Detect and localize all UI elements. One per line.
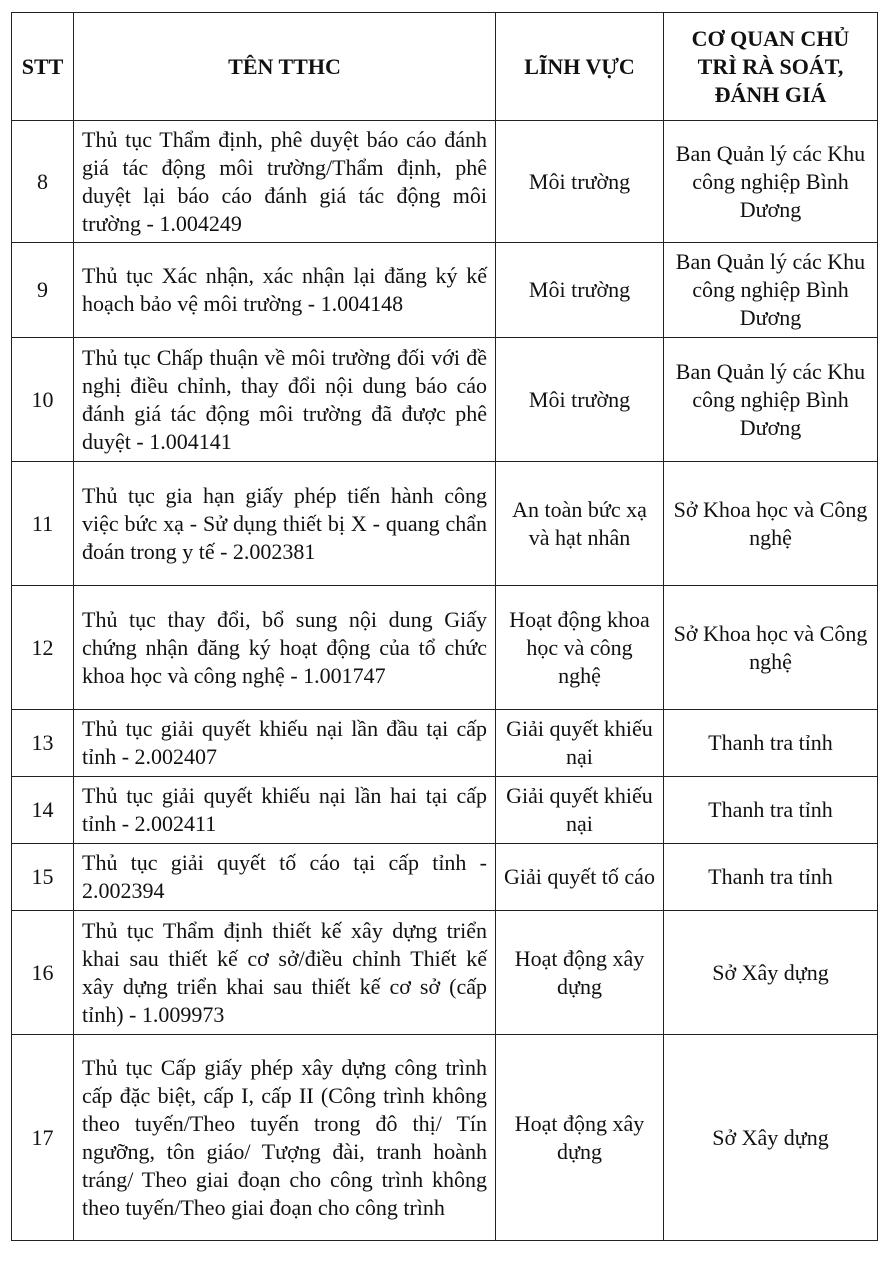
row-stt: 16 <box>12 911 74 1035</box>
row-stt: 14 <box>12 777 74 844</box>
header-agency-line-2: TRÌ RÀ SOÁT, <box>697 53 844 79</box>
row-stt: 11 <box>12 462 74 586</box>
procedures-table <box>11 12 878 1241</box>
header-field: LĨNH VỰC <box>496 13 664 121</box>
table-row <box>12 911 878 1035</box>
row-agency: Sở Xây dựng <box>664 911 878 1035</box>
row-field: Môi trường <box>496 243 664 338</box>
row-procedure-name: Thủ tục Xác nhận, xác nhận lại đăng ký kế hoạch bảo vệ môi trường - 1.004148 <box>74 243 496 338</box>
row-stt: 10 <box>12 338 74 462</box>
row-field: Môi trường <box>496 338 664 462</box>
row-stt: 13 <box>12 710 74 777</box>
row-field: Môi trường <box>496 121 664 243</box>
row-stt: 15 <box>12 844 74 911</box>
row-procedure-name: Thủ tục thay đổi, bổ sung nội dung Giấy chứng nhận đăng ký hoạt động của tổ chức khoa học và công nghệ - 1.001747 <box>74 586 496 710</box>
row-stt: 9 <box>12 243 74 338</box>
row-agency: Ban Quản lý các Khu công nghiệp Bình Dương <box>664 243 878 338</box>
header-agency-line-1: CƠ QUAN CHỦ <box>691 25 850 51</box>
table-row <box>12 121 878 243</box>
table-row <box>12 338 878 462</box>
row-agency: Ban Quản lý các Khu công nghiệp Bình Dương <box>664 338 878 462</box>
header-agency <box>664 13 878 121</box>
row-stt: 8 <box>12 121 74 243</box>
row-procedure-name: Thủ tục Cấp giấy phép xây dựng công trình cấp đặc biệt, cấp I, cấp II (Công trình không theo tuyến/Theo tuyến trong đô thị/ Tín ngưỡng, tôn giáo/ Tượng đài, tranh hoành tráng/ Theo giai đoạn cho công trình không theo tuyến/Theo giai đoạn cho công trình <box>74 1035 496 1241</box>
row-field: An toàn bức xạ và hạt nhân <box>496 462 664 586</box>
row-procedure-name: Thủ tục Chấp thuận về môi trường đối với đề nghị điều chỉnh, thay đổi nội dung báo cáo đánh giá tác động môi trường đã được phê duyệt - 1.004141 <box>74 338 496 462</box>
row-field: Hoạt động khoa học và công nghệ <box>496 586 664 710</box>
table-row <box>12 777 878 844</box>
row-agency: Sở Khoa học và Công nghệ <box>664 462 878 586</box>
row-agency: Thanh tra tỉnh <box>664 777 878 844</box>
table-row <box>12 586 878 710</box>
row-field: Giải quyết khiếu nại <box>496 777 664 844</box>
table-row <box>12 844 878 911</box>
row-stt: 17 <box>12 1035 74 1241</box>
row-procedure-name: Thủ tục gia hạn giấy phép tiến hành công việc bức xạ - Sử dụng thiết bị X - quang chẩn đoán trong y tế - 2.002381 <box>74 462 496 586</box>
table-header-row <box>12 13 878 121</box>
row-agency: Sở Khoa học và Công nghệ <box>664 586 878 710</box>
row-field: Giải quyết khiếu nại <box>496 710 664 777</box>
row-agency: Ban Quản lý các Khu công nghiệp Bình Dương <box>664 121 878 243</box>
header-stt: STT <box>12 13 74 121</box>
row-agency: Sở Xây dựng <box>664 1035 878 1241</box>
row-procedure-name: Thủ tục Thẩm định thiết kế xây dựng triển khai sau thiết kế cơ sở/điều chỉnh Thiết kế xây dựng triển khai sau thiết kế cơ sở (cấp tỉnh) - 1.009973 <box>74 911 496 1035</box>
header-name: TÊN TTHC <box>74 13 496 121</box>
table-row <box>12 462 878 586</box>
table-row <box>12 710 878 777</box>
row-procedure-name: Thủ tục giải quyết khiếu nại lần hai tại cấp tỉnh - 2.002411 <box>74 777 496 844</box>
row-procedure-name: Thủ tục giải quyết tố cáo tại cấp tỉnh - 2.002394 <box>74 844 496 911</box>
table-row <box>12 1035 878 1241</box>
row-stt: 12 <box>12 586 74 710</box>
header-agency-line-3: ĐÁNH GIÁ <box>714 81 827 107</box>
row-field: Hoạt động xây dựng <box>496 911 664 1035</box>
row-field: Giải quyết tố cáo <box>496 844 664 911</box>
row-agency: Thanh tra tỉnh <box>664 710 878 777</box>
table-row <box>12 243 878 338</box>
row-field: Hoạt động xây dựng <box>496 1035 664 1241</box>
row-procedure-name: Thủ tục Thẩm định, phê duyệt báo cáo đánh giá tác động môi trường/Thẩm định, phê duyệt lại báo cáo đánh giá tác động môi trường - 1.004249 <box>74 121 496 243</box>
row-procedure-name: Thủ tục giải quyết khiếu nại lần đầu tại cấp tỉnh - 2.002407 <box>74 710 496 777</box>
row-agency: Thanh tra tỉnh <box>664 844 878 911</box>
